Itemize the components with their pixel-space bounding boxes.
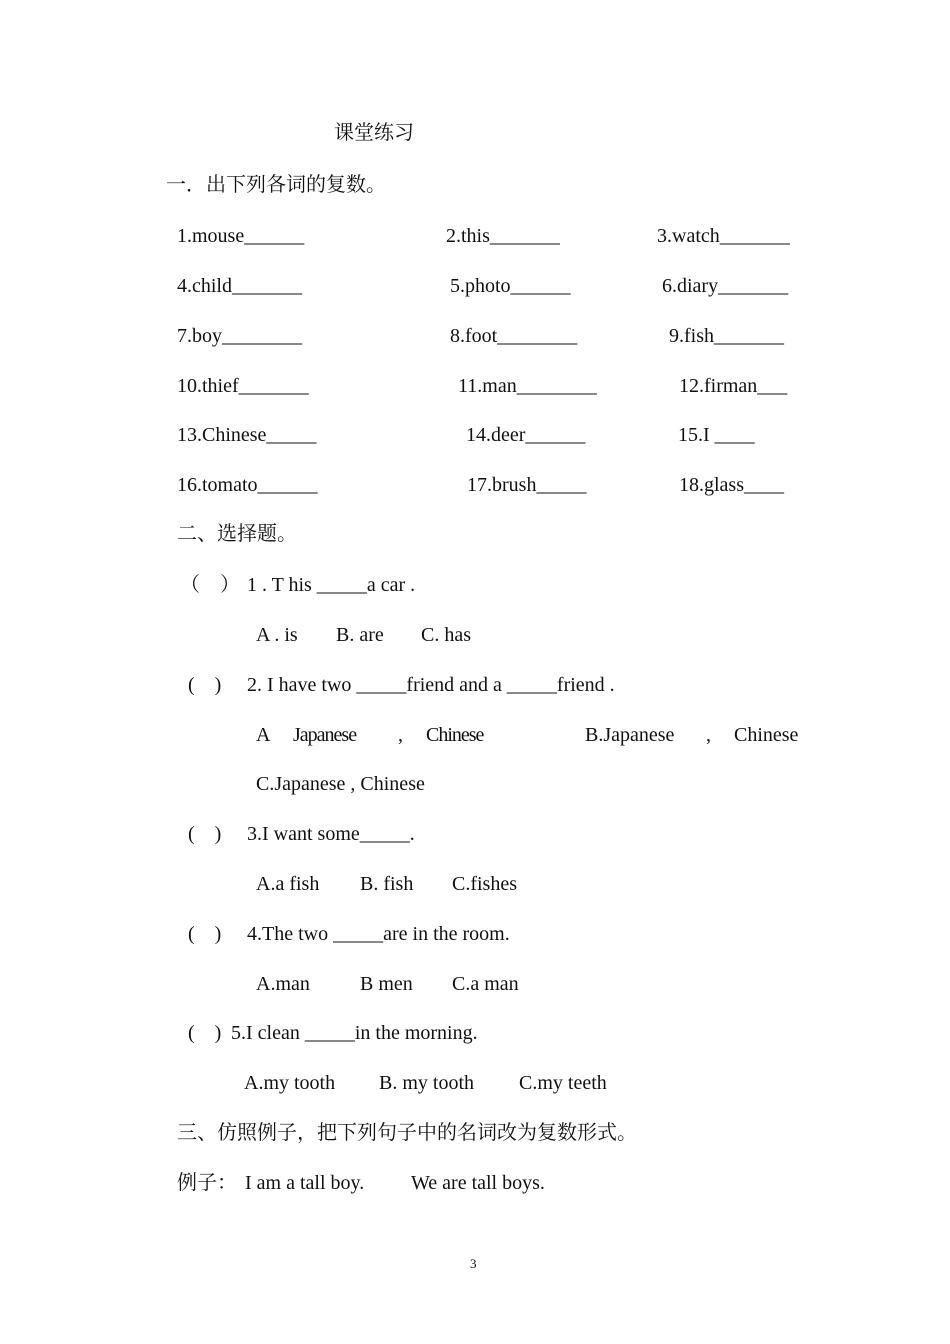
section3-heading: 三、仿照例子，把下列句子中的名词改为复数形式。 — [177, 1122, 637, 1144]
example-label: 例子： — [177, 1172, 237, 1194]
option-b-word1: B.Japanese — [585, 724, 675, 746]
option-b-comma: , — [706, 724, 711, 746]
word-item: 7.boy________ — [177, 325, 302, 347]
section2-heading: 二、选择题。 — [177, 523, 297, 545]
worksheet-title: 课堂练习 — [334, 122, 414, 144]
option-b: B. are — [336, 624, 384, 646]
option-a: A . is — [256, 624, 298, 646]
option-c: C. has — [421, 624, 471, 646]
word-item: 5.photo______ — [450, 275, 571, 297]
word-item: 14.deer______ — [466, 424, 586, 446]
word-item: 3.watch_______ — [657, 225, 790, 247]
option-a: A.my tooth — [244, 1072, 336, 1094]
word-item: 12.firman___ — [679, 375, 788, 397]
option-c: C.fishes — [452, 873, 517, 895]
answer-bracket: ( ) — [188, 923, 222, 945]
answer-bracket: ( ) — [188, 823, 222, 845]
option-b: B men — [360, 973, 413, 995]
option-a: A.a fish — [256, 873, 320, 895]
word-item: 10.thief_______ — [177, 375, 309, 397]
word-item: 18.glass____ — [679, 474, 784, 496]
answer-bracket: （ ） — [180, 574, 240, 596]
option-c: C.my teeth — [519, 1072, 607, 1094]
option-a: A.man — [256, 973, 310, 995]
word-item: 2.this_______ — [446, 225, 560, 247]
question-text: 1 . T his _____a car . — [247, 574, 416, 596]
word-item: 16.tomato______ — [177, 474, 318, 496]
question-text: 4.The two _____are in the room. — [247, 923, 510, 945]
option-a-comma: , — [398, 724, 403, 746]
example-sentence: I am a tall boy. — [245, 1172, 365, 1194]
option-c: C.a man — [452, 973, 519, 995]
word-item: 1.mouse______ — [177, 225, 305, 247]
option-b: B. my tooth — [379, 1072, 475, 1094]
question-text: 3.I want some_____. — [247, 823, 415, 845]
word-item: 6.diary_______ — [662, 275, 789, 297]
option-c: C.Japanese , Chinese — [256, 773, 425, 795]
word-item: 15.I ____ — [678, 424, 755, 446]
option-b: B. fish — [360, 873, 414, 895]
word-item: 4.child_______ — [177, 275, 302, 297]
answer-bracket: ( ) — [188, 674, 222, 696]
question-text: 5.I clean _____in the morning. — [231, 1022, 478, 1044]
example-answer: We are tall boys. — [411, 1172, 545, 1194]
answer-bracket: ( ) — [188, 1022, 222, 1044]
word-item: 11.man________ — [458, 375, 597, 397]
word-item: 13.Chinese_____ — [177, 424, 317, 446]
word-item: 8.foot________ — [450, 325, 578, 347]
page-number: 3 — [470, 1256, 477, 1271]
option-a-label: A — [256, 724, 271, 746]
section1-heading: 一．出下列各词的复数。 — [166, 174, 386, 196]
option-a-word1: Japanese — [293, 724, 357, 746]
word-item: 9.fish_______ — [669, 325, 784, 347]
word-item: 17.brush_____ — [467, 474, 587, 496]
option-b-word2: Chinese — [734, 724, 799, 746]
question-text: 2. I have two _____friend and a _____friend . — [247, 674, 615, 696]
option-a-word2: Chinese — [426, 724, 484, 746]
